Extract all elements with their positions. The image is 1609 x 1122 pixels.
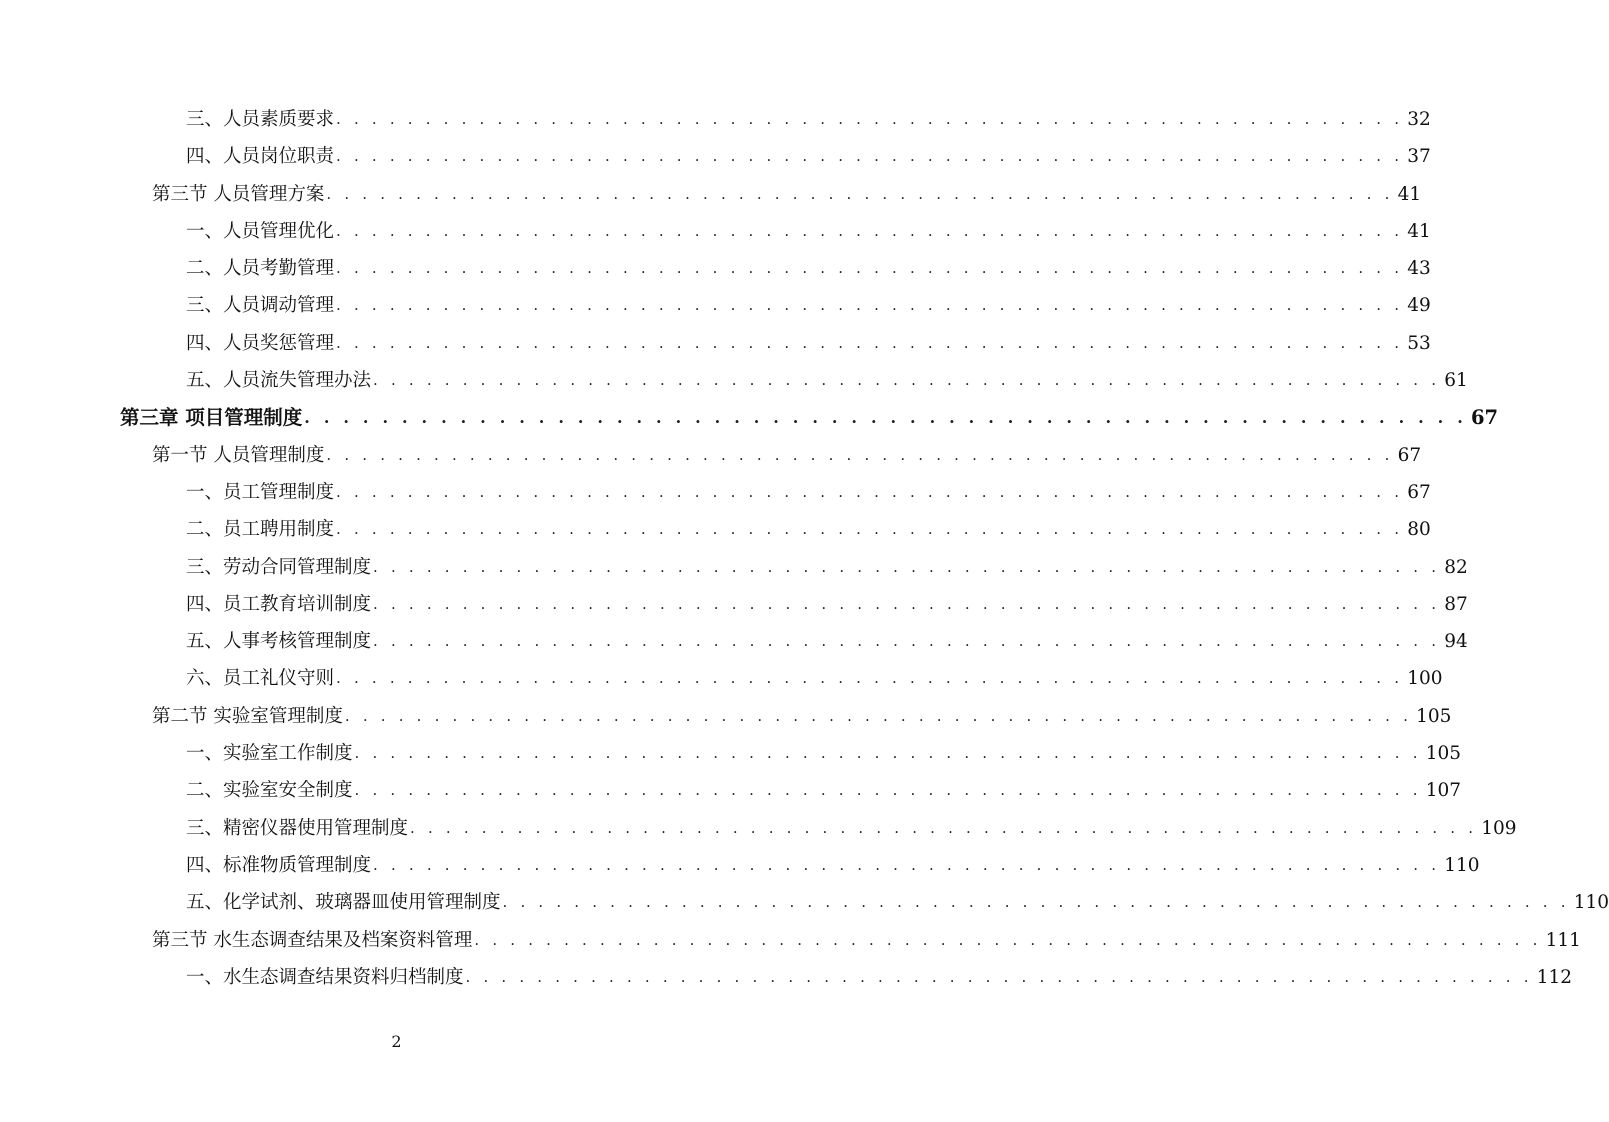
toc-chapter-entry[interactable] [120, 399, 1499, 436]
toc-entry-title: 四、员工教育培训制度 [186, 593, 372, 615]
toc-dot-leader: . . . . . . . . . . . . . . . . . . . . . . . . . . . . . . . . . . . . . . . . . . . . . . . . . . . . . . . . . . . . [326, 184, 1394, 203]
toc-subsection-entry[interactable] [186, 101, 1431, 138]
toc-dot-leader: . . . . . . . . . . . . . . . . . . . . . . . . . . . . . . . . . . . . . . . . . . . . . . . . . . . . . . . . . . . . [465, 967, 1533, 986]
toc-dot-leader: . . . . . . . . . . . . . . . . . . . . . . . . . . . . . . . . . . . . . . . . . . . . . . . . . . . . . . . . . . . . [336, 221, 1404, 240]
toc-entry-title: 三、精密仪器使用管理制度 [186, 817, 409, 839]
toc-entry-page: 53 [1407, 332, 1431, 354]
toc-entry-title: 一、水生态调查结果资料归档制度 [186, 966, 464, 988]
toc-entry-title: 三、劳动合同管理制度 [186, 556, 372, 578]
toc-dot-leader: . . . . . . . . . . . . . . . . . . . . . . . . . . . . . . . . . . . . . . . . . . . . . . . . . . . . . . . . . . . . [474, 930, 1542, 949]
toc-entry-title: 五、人事考核管理制度 [186, 631, 372, 653]
toc-dot-leader: . . . . . . . . . . . . . . . . . . . . . . . . . . . . . . . . . . . . . . . . . . . . . . . . . . . . . . . . . . . . [373, 632, 1441, 651]
toc-entry-title: 第一节 人员管理制度 [152, 444, 325, 466]
toc-dot-leader: . . . . . . . . . . . . . . . . . . . . . . . . . . . . . . . . . . . . . . . . . . . . . . . . . . . . . . . . . . . . [336, 259, 1404, 278]
toc-entry-page: 67 [1470, 406, 1499, 430]
toc-entry-page: 82 [1444, 556, 1468, 578]
toc-entry-page: 43 [1407, 258, 1431, 280]
toc-entry-title: 一、员工管理制度 [186, 481, 335, 503]
toc-subsection-entry[interactable] [186, 810, 1517, 847]
toc-subsection-entry[interactable] [186, 549, 1468, 586]
toc-entry-title: 四、人员奖惩管理 [186, 332, 335, 354]
toc-dot-leader: . . . . . . . . . . . . . . . . . . . . . . . . . . . . . . . . . . . . . . . . . . . . . . . . . . . . . . . . . . . . [373, 594, 1441, 613]
toc-entry-title: 一、实验室工作制度 [186, 743, 353, 765]
toc-entry-title: 六、员工礼仪守则 [186, 668, 335, 690]
toc-subsection-entry[interactable] [186, 847, 1480, 884]
toc-entry-page: 37 [1407, 146, 1431, 168]
toc-entry-title: 第三节 水生态调查结果及档案资料管理 [152, 929, 473, 951]
toc-entry-page: 32 [1407, 109, 1431, 130]
toc-dot-leader: . . . . . . . . . . . . . . . . . . . . . . . . . . . . . . . . . . . . . . . . . . . . . . . . . . . . . . . . . . . . [373, 855, 1441, 874]
toc-subsection-entry[interactable] [186, 213, 1431, 250]
toc-entry-page: 49 [1407, 295, 1431, 317]
toc-subsection-entry[interactable] [186, 959, 1573, 996]
toc-entry-title: 三、人员素质要求 [186, 109, 335, 130]
toc-entry-page: 67 [1407, 481, 1431, 503]
toc-entry-page: 41 [1397, 183, 1422, 205]
toc-dot-leader: . . . . . . . . . . . . . . . . . . . . . . . . . . . . . . . . . . . . . . . . . . . . . . . . . . . . . . . . . . . . [410, 818, 1478, 837]
toc-section-entry[interactable] [152, 176, 1422, 213]
toc-dot-leader: . . . . . . . . . . . . . . . . . . . . . . . . . . . . . . . . . . . . . . . . . . . . . . . . . . . . . . . . . . . . [373, 557, 1441, 576]
toc-dot-leader: . . . . . . . . . . . . . . . . . . . . . . . . . . . . . . . . . . . . . . . . . . . . . . . . . . . . . . . . . . . . [336, 669, 1404, 688]
toc-section-entry[interactable] [152, 922, 1581, 959]
toc-dot-leader: . . . . . . . . . . . . . . . . . . . . . . . . . . . . . . . . . . . . . . . . . . . . . . . . . . . . . . . . . . . . [336, 333, 1404, 352]
toc-section-entry[interactable] [152, 437, 1422, 474]
page-number: 2 [391, 1032, 402, 1051]
toc-dot-leader: . . . . . . . . . . . . . . . . . . . . . . . . . . . . . . . . . . . . . . . . . . . . . . . . . . . . . . . . . . . . [326, 445, 1394, 464]
toc-entry-title: 三、人员调动管理 [186, 295, 335, 317]
toc-entry-title: 五、人员流失管理办法 [186, 370, 372, 392]
toc-subsection-entry[interactable] [186, 511, 1431, 548]
toc-entry-title: 二、人员考勤管理 [186, 258, 335, 280]
toc-entry-title: 五、化学试剂、玻璃器皿使用管理制度 [186, 892, 501, 914]
toc-entry-title: 第二节 实验室管理制度 [152, 705, 343, 727]
toc-dot-leader: . . . . . . . . . . . . . . . . . . . . . . . . . . . . . . . . . . . . . . . . . . . . . . . . . . . . . . . . . . . . [304, 408, 1467, 428]
toc-entry-page: 111 [1545, 929, 1581, 951]
toc-subsection-entry[interactable] [186, 884, 1609, 921]
toc-entry-page: 109 [1481, 817, 1517, 839]
toc-entry-page: 105 [1425, 743, 1462, 765]
toc-dot-leader: . . . . . . . . . . . . . . . . . . . . . . . . . . . . . . . . . . . . . . . . . . . . . . . . . . . . . . . . . . . . [336, 482, 1404, 501]
toc-section-entry[interactable] [152, 698, 1452, 735]
toc-subsection-entry[interactable] [186, 138, 1431, 175]
toc-entry-title: 四、人员岗位职责 [186, 146, 335, 168]
toc-dot-leader: . . . . . . . . . . . . . . . . . . . . . . . . . . . . . . . . . . . . . . . . . . . . . . . . . . . . . . . . . . . . [344, 706, 1413, 725]
toc-subsection-entry[interactable] [186, 772, 1462, 809]
toc-entry-page: 94 [1444, 631, 1468, 653]
toc-subsection-entry[interactable] [186, 325, 1431, 362]
toc-entry-page: 87 [1444, 593, 1468, 615]
toc-dot-leader: . . . . . . . . . . . . . . . . . . . . . . . . . . . . . . . . . . . . . . . . . . . . . . . . . . . . . . . . . . . . [336, 147, 1404, 166]
toc-entry-page: 107 [1425, 780, 1462, 802]
toc-dot-leader: . . . . . . . . . . . . . . . . . . . . . . . . . . . . . . . . . . . . . . . . . . . . . . . . . . . . . . . . . . . . [336, 110, 1404, 128]
toc-dot-leader: . . . . . . . . . . . . . . . . . . . . . . . . . . . . . . . . . . . . . . . . . . . . . . . . . . . . . . . . . . . . [354, 744, 1422, 763]
toc-dot-leader: . . . . . . . . . . . . . . . . . . . . . . . . . . . . . . . . . . . . . . . . . . . . . . . . . . . . . . . . . . . . [336, 520, 1404, 539]
toc-subsection-entry[interactable] [186, 735, 1462, 772]
toc-subsection-entry[interactable] [186, 287, 1431, 324]
toc-entry-page: 110 [1573, 892, 1609, 914]
toc-entry-title: 第三节 人员管理方案 [152, 183, 325, 205]
toc-subsection-entry[interactable] [186, 660, 1443, 697]
toc-entry-page: 67 [1397, 444, 1422, 466]
toc-entry-page: 110 [1444, 854, 1480, 876]
toc-entry-page: 100 [1407, 668, 1443, 690]
toc-entry-title: 二、员工聘用制度 [186, 519, 335, 541]
toc-entry-page: 105 [1416, 705, 1452, 727]
toc-dot-leader: . . . . . . . . . . . . . . . . . . . . . . . . . . . . . . . . . . . . . . . . . . . . . . . . . . . . . . . . . . . . [373, 371, 1441, 390]
toc-entry-title: 一、人员管理优化 [186, 220, 335, 242]
toc-subsection-entry[interactable] [186, 623, 1468, 660]
toc-dot-leader: . . . . . . . . . . . . . . . . . . . . . . . . . . . . . . . . . . . . . . . . . . . . . . . . . . . . . . . . . . . . [354, 781, 1422, 800]
toc-subsection-entry[interactable] [186, 250, 1431, 287]
table-of-contents [0, 101, 1609, 996]
toc-subsection-entry[interactable] [186, 362, 1468, 399]
toc-entry-page: 61 [1444, 370, 1468, 392]
toc-subsection-entry[interactable] [186, 586, 1468, 623]
toc-dot-leader: . . . . . . . . . . . . . . . . . . . . . . . . . . . . . . . . . . . . . . . . . . . . . . . . . . . . . . . . . . . . [336, 296, 1404, 315]
toc-dot-leader: . . . . . . . . . . . . . . . . . . . . . . . . . . . . . . . . . . . . . . . . . . . . . . . . . . . . . . . . . . . . [502, 893, 1570, 912]
toc-entry-page: 80 [1407, 519, 1431, 541]
toc-entry-page: 41 [1407, 220, 1431, 242]
toc-entry-page: 112 [1536, 966, 1573, 988]
toc-entry-title: 四、标准物质管理制度 [186, 854, 372, 876]
toc-entry-title: 二、实验室安全制度 [186, 780, 353, 802]
toc-subsection-entry[interactable] [186, 474, 1431, 511]
toc-entry-title: 第三章 项目管理制度 [120, 406, 303, 430]
